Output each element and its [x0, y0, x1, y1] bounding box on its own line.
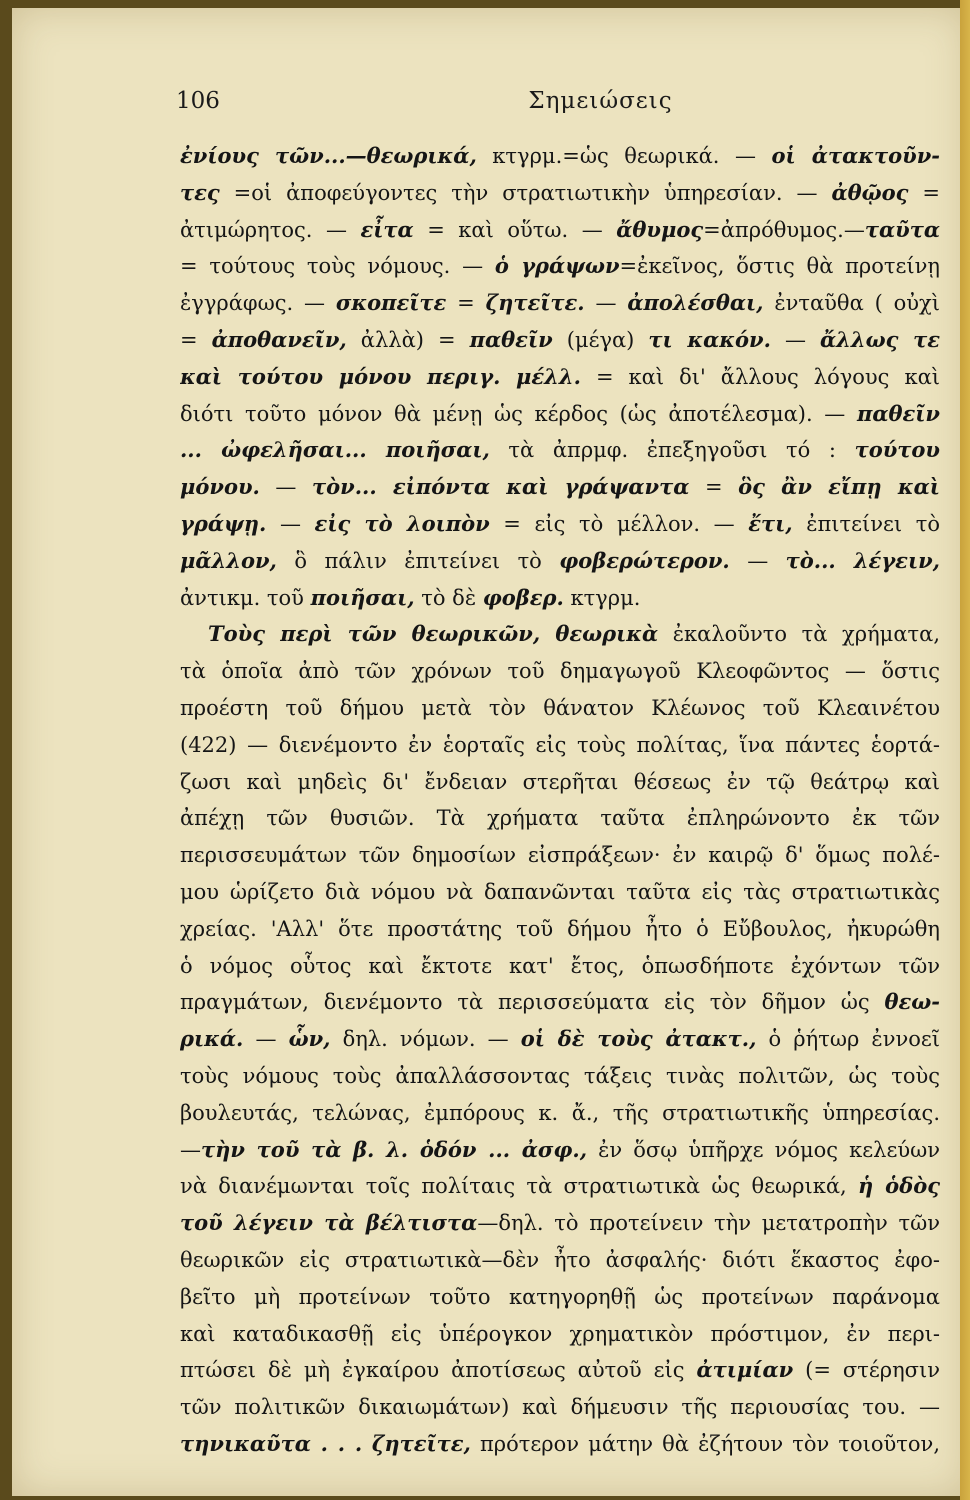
gloss-text: πρότερον μάτην θὰ ἐζήτουν τὸν τοιοῦτον,: [470, 1431, 940, 1456]
lemma-text: τι κακόν.: [648, 326, 771, 352]
lemma-text: ἡ ὁδὸς: [858, 1173, 940, 1199]
text-line: [180, 1132, 940, 1169]
lemma-text: ἀθῷος: [831, 179, 909, 205]
lemma-text: ἀποθανεῖν,: [211, 326, 347, 352]
gloss-text: = καὶ οὕτω. —: [413, 217, 617, 242]
gloss-text: τὰ ἀπρμφ. ἐπεξηγοῦσι τό :: [489, 438, 855, 463]
lemma-text: εἶτα: [360, 216, 414, 242]
gloss-text: κτγρμ.=ὡς θεωρικά. —: [476, 144, 772, 168]
gloss-text: ἀπέχῃ τῶν θυσιῶν. Τὰ χρήματα ταῦτα ἐπληρώνοντο ἐκ τῶν: [180, 806, 940, 831]
gloss-text: = τούτους τοὺς νόμους. —: [180, 254, 495, 279]
gloss-text: —: [259, 475, 313, 500]
gloss-text: =ἀπρόθυμος.—: [703, 217, 865, 242]
gloss-text: —: [243, 1027, 289, 1052]
gloss-text: τὰ ὁποῖα ἀπὸ τῶν χρόνων τοῦ δημαγωγοῦ Κλεοφῶντος — ὅστις: [180, 659, 940, 684]
gloss-text: ἀτιμώρητος. —: [180, 217, 361, 242]
book-page: [12, 8, 967, 1496]
lemma-text: θεω-: [884, 989, 940, 1015]
gloss-text: —: [584, 291, 628, 316]
text-line: [180, 1021, 940, 1058]
lemma-text: γράψῃ.: [180, 510, 267, 536]
text-line: [180, 175, 940, 212]
text-line: [180, 1316, 940, 1353]
lemma-text: ἔτι,: [748, 510, 793, 536]
gloss-text: περισσευμάτων τῶν δημοσίων εἰσπράξεων· ἐν καιρῷ δ' ὅμως πολέ-: [180, 843, 940, 868]
text-line: [180, 543, 940, 580]
gloss-text: =ἐκεῖνος, ὅστις θὰ προτείνῃ: [619, 254, 940, 279]
text-line: [180, 1279, 940, 1316]
text-line: [180, 616, 940, 653]
gloss-text: =οἱ ἀποφεύγοντες τὴν στρατιωτικὴν ὑπηρεσίαν. —: [219, 180, 832, 205]
gloss-text: καὶ καταδικασθῇ εἰς ὑπέρογκον χρηματικὸν πρόστιμον, ἐν περι-: [180, 1321, 940, 1346]
gloss-text: τοὺς νόμους τοὺς ἀπαλλάσσοντας τάξεις τινὰς πολιτῶν, ὡς τοὺς: [180, 1063, 940, 1088]
gloss-text: = εἰς τὸ μέλλον. —: [489, 511, 749, 536]
gloss-text: τῶν πολιτικῶν δικαιωμάτων) καὶ δήμευσιν τῆς περιουσίας του. —: [180, 1395, 940, 1420]
lemma-text: καὶ τούτου μόνου περιγ. μέλλ.: [180, 363, 581, 389]
text-line: [180, 1168, 940, 1205]
lemma-text: ζητεῖτε.: [485, 290, 585, 316]
gloss-text: βεῖτο μὴ προτείνων τοῦτο κατηγορηθῇ ὡς προτείνων παράνομα: [180, 1284, 940, 1309]
gloss-text: ὁ ῥήτωρ ἐννοεῖ: [756, 1027, 940, 1052]
page-edge: [960, 0, 970, 1500]
text-line: [180, 580, 940, 617]
lemma-text: μᾶλλον,: [180, 547, 277, 573]
gloss-text: μου ὡρίζετο διὰ νόμου νὰ δαπανῶνται ταῦτα εἰς τὰς στρατιωτικὰς: [180, 879, 940, 904]
gloss-text: τὸ δὲ: [414, 585, 483, 610]
text-line: [180, 359, 940, 396]
lemma-text: οἱ ἀτακτοῦν-: [771, 143, 940, 168]
gloss-text: —: [266, 511, 315, 536]
gloss-text: δηλ. νόμων. —: [330, 1027, 521, 1052]
text-line: [180, 285, 940, 322]
lemma-text: τὸ... λέγειν,: [785, 547, 940, 573]
gloss-text: —: [729, 548, 786, 573]
gloss-text: βουλευτάς, τελώνας, ἐμπόρους κ. ἄ., τῆς στρατιωτικῆς ὑπηρεσίας.: [180, 1100, 940, 1125]
lemma-text: ὁ γράψων: [494, 253, 620, 279]
lemma-text: τηνικαῦτα . . . ζητεῖτε,: [180, 1430, 471, 1456]
lemma-text: ἄθυμος: [616, 216, 704, 242]
lemma-text: σκοπεῖτε: [335, 290, 447, 316]
text-line: [180, 1242, 940, 1279]
lemma-text: ὃς ἂν εἴπῃ καὶ: [738, 474, 940, 500]
gloss-text: = καὶ δι' ἄλλους λόγους καὶ: [580, 364, 940, 389]
text-line: [180, 727, 940, 764]
gloss-text: —: [770, 327, 821, 352]
gloss-text: ἐγγράφως. —: [180, 291, 336, 316]
gloss-text: =: [908, 180, 940, 205]
text-line: [180, 837, 940, 874]
text-line: [180, 1426, 940, 1463]
lemma-text: τούτου: [854, 437, 940, 463]
lemma-text: ὧν,: [288, 1026, 331, 1052]
notes-text: [180, 138, 940, 1463]
text-line: [180, 984, 940, 1021]
text-line: [180, 911, 940, 948]
lemma-text: τὴν τοῦ τὰ β. λ. ὁδόν ... ἀσφ.,: [201, 1136, 588, 1162]
lemma-text: οἱ δὲ τοὺς ἀτακτ.,: [520, 1026, 757, 1052]
text-line: [180, 690, 940, 727]
lemma-text: φοβερώτερον.: [559, 547, 730, 573]
text-line: [180, 396, 940, 433]
gloss-text: —: [180, 1137, 201, 1162]
lemma-text: φοβερ.: [482, 584, 564, 610]
gloss-text: χρείας. 'Αλλ' ὅτε προστάτης τοῦ δήμου ἦτο ὁ Εὔβουλος, ἠκυρώθη: [180, 916, 940, 941]
text-line: [180, 1205, 940, 1242]
text-line: [180, 1095, 940, 1132]
gloss-text: νὰ διανέμωνται τοῖς πολίταις τὰ στρατιωτικὰ ὡς θεωρικά,: [180, 1174, 858, 1199]
text-line: [180, 764, 940, 801]
gloss-text: ἀντικμ. τοῦ: [180, 585, 311, 610]
gloss-text: ὃ πάλιν ἐπιτείνει τὸ: [276, 548, 560, 573]
text-line: [180, 248, 940, 285]
gloss-text: ἀλλὰ) =: [346, 327, 470, 352]
text-line: [180, 432, 940, 469]
text-line: [180, 874, 940, 911]
gloss-text: (422) — διενέμοντο ἐν ἑορταῖς εἰς τοὺς πολίτας, ἵνα πάντες ἑορτά-: [180, 732, 940, 757]
gloss-text: (= στέρησιν: [793, 1358, 940, 1383]
page-header: [164, 88, 887, 128]
text-line: [180, 138, 940, 175]
lemma-text: εἰς τὸ λοιπὸν: [314, 510, 490, 536]
text-line: [180, 1058, 940, 1095]
running-title: Σημειώσεις: [528, 88, 673, 114]
gloss-text: =: [446, 291, 486, 316]
lemma-text: ρικά.: [180, 1026, 244, 1052]
lemma-text: ἄλλως τε: [820, 326, 940, 352]
text-line: [180, 1352, 940, 1389]
gloss-text: =: [689, 475, 739, 500]
lemma-text: ἀτιμίαν: [696, 1357, 794, 1383]
lemma-text: ἀπολέσθαι,: [627, 290, 764, 316]
gloss-text: ἐπιτείνει τὸ: [792, 511, 940, 536]
gloss-text: —δηλ. τὸ προτείνειν τὴν μετατροπὴν τῶν: [477, 1211, 940, 1236]
gloss-text: ὁ νόμος οὗτος καὶ ἔκτοτε κατ' ἔτος, ὁπωσδήποτε ἐχόντων τῶν: [180, 953, 940, 978]
gloss-text: πραγμάτων, διενέμοντο τὰ περισσεύματα εἰς τὸν δῆμον ὡς: [180, 990, 885, 1015]
lemma-text: ταῦτα: [864, 216, 940, 242]
gloss-text: ζωσι καὶ μηδεὶς δι' ἔνδειαν στερῆται θέσεως ἐν τῷ θεάτρῳ καὶ: [180, 769, 940, 794]
text-line: [180, 948, 940, 985]
text-line: [180, 506, 940, 543]
gloss-text: διότι τοῦτο μόνον θὰ μένῃ ὡς κέρδος (ὡς ἀποτέλεσμα). —: [180, 401, 857, 426]
page-number: 106: [176, 88, 220, 114]
lemma-text: τοῦ λέγειν τὰ βέλτιστα: [180, 1210, 478, 1236]
gloss-text: κτγρμ.: [563, 585, 641, 610]
text-line: [180, 212, 940, 249]
gloss-text: ἐκαλοῦντο τὰ χρήματα,: [658, 622, 940, 647]
gloss-text: =: [180, 327, 212, 352]
lemma-text: μόνου.: [180, 474, 260, 500]
text-line: [180, 800, 940, 837]
gloss-text: προέστη τοῦ δήμου μετὰ τὸν θάνατον Κλέωνος τοῦ Κλεαινέτου: [180, 695, 940, 720]
lemma-text: ποιῆσαι,: [310, 584, 415, 610]
gloss-text: θεωρικῶν εἰς στρατιωτικὰ—δὲν ἦτο ἀσφαλής· διότι ἕκαστος ἐφο-: [180, 1247, 940, 1272]
text-line: [180, 469, 940, 506]
lemma-text: ἐνίους τῶν...—θεωρικά,: [180, 143, 477, 168]
gloss-text: (μέγα): [552, 327, 649, 352]
lemma-text: παθεῖν: [856, 400, 940, 426]
gloss-text: ἐν ὅσῳ ὑπῆρχε νόμος κελεύων: [587, 1137, 940, 1162]
lemma-text: τὸν... εἰπόντα καὶ γράψαντα: [312, 474, 690, 500]
lemma-text: ... ὠφελῆσαι... ποιῆσαι,: [180, 437, 490, 463]
gloss-text: πτώσει δὲ μὴ ἐγκαίρου ἀποτίσεως αὐτοῦ εἰς: [180, 1358, 697, 1383]
lemma-text: παθεῖν: [469, 326, 553, 352]
text-line: [180, 653, 940, 690]
gloss-text: ἐνταῦθα ( οὐχὶ: [763, 291, 940, 316]
lemma-text: τες: [180, 179, 220, 205]
text-line: [180, 322, 940, 359]
lemma-text: Τοὺς περὶ τῶν θεωρικῶν, θεωρικὰ: [208, 621, 659, 647]
text-line: [180, 1389, 940, 1426]
